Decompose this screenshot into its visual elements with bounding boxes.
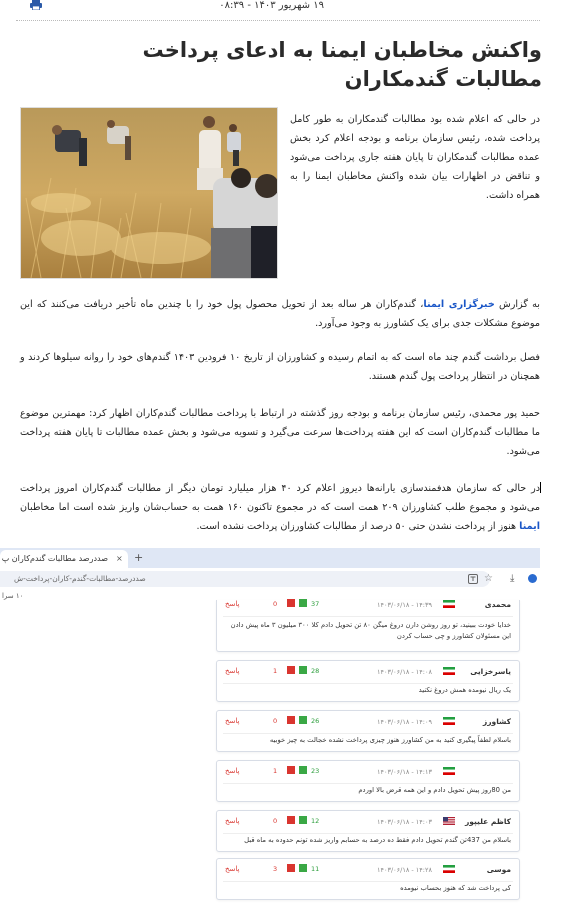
star-icon[interactable]: ☆ — [484, 573, 493, 584]
dislike-icon[interactable] — [287, 716, 295, 724]
comment-card — [216, 710, 520, 752]
divider — [223, 733, 513, 734]
comment-body: باسلام من 437تن گندم تحویل دادم فقط ده درصد به حسابم واریز شده تونم حدوده به ماه قبل — [244, 836, 511, 844]
divider — [223, 783, 513, 784]
comment-header — [217, 761, 519, 785]
dislike-count: 0 — [273, 717, 278, 725]
like-icon[interactable] — [299, 816, 307, 824]
iran-flag-icon — [443, 667, 455, 675]
download-icon[interactable]: ⤓ — [510, 573, 515, 584]
dislike-icon[interactable] — [287, 864, 295, 872]
paragraph-text: به گزارش — [494, 299, 540, 310]
like-count: 12 — [311, 817, 320, 825]
like-count: 26 — [311, 717, 320, 725]
lead-image-wheat-harvest — [20, 107, 278, 279]
us-flag-icon — [443, 817, 455, 825]
comment-date: ۱۴۰۳/۰۶/۱۸ - ۱۴:۰۳ — [377, 818, 432, 826]
comment-body: خدایا خودت ببینید، تو روز روشن دارن دروغ میگن ۸۰ تن تحویل دادم کلا ۳۰۰ میلیون ۳ ماه پیش دادن این مسئولان کشاورز و چی حساب کردن — [230, 621, 511, 640]
like-icon[interactable] — [299, 766, 307, 774]
paragraph-text: در حالی که سازمان هدفمندسازی یارانه‌ها دیروز اعلام کرد ۴۰ هزار میلیارد تومان دیگر از مطالبات گندم‌کاران امروز پرداخت می‌شود و مجموع طلب کشاورزان ۲۰۹ همت است که در مجموع تاکنون ۱۶۰ همت به حساب‌شان واریز شده است اما مخاطبان — [20, 483, 540, 513]
comment-date: ۱۴۰۳/۰۶/۱۸ - ۱۴:۲۸ — [377, 866, 432, 874]
dislike-icon[interactable] — [287, 766, 295, 774]
comment-card — [216, 810, 520, 852]
divider — [223, 833, 513, 834]
comment-header — [217, 859, 519, 883]
commenter-name: محمدی — [484, 600, 511, 609]
dislike-count: 3 — [273, 865, 278, 873]
comment-date: ۱۴۰۳/۰۶/۱۸ - ۱۴:۰۸ — [377, 668, 432, 676]
comment-body: کی پرداخت شد که هنوز بحساب نیومده — [400, 884, 511, 892]
paragraph-text: ، گندم‌کاران هر ساله بعد از تحویل محصول پول خود را با چندین ماه تأخیر دریافت می‌کنند که این موضوع مشکلات جدی برای یک کشاورز به وجود می‌آورد. — [20, 299, 540, 329]
dislike-icon[interactable] — [287, 816, 295, 824]
profile-icon[interactable] — [528, 574, 537, 583]
embedded-browser-screenshot — [0, 548, 540, 914]
dislike-icon[interactable] — [287, 599, 295, 607]
dislike-count: 0 — [273, 817, 278, 825]
comment-card — [216, 760, 520, 802]
comment-header — [217, 711, 519, 735]
commenter-name: موسی — [486, 865, 511, 874]
comment-body: من 80روز پیش تحویل دادم و این همه قرض بالا اوردم — [358, 786, 511, 794]
article-title: واکنش مخاطبان ایمنا به ادعای پرداخت مطالبات گندمکاران — [142, 38, 542, 91]
comment-date: ۱۴۰۳/۰۶/۱۸ - ۱۴:۰۹ — [377, 718, 432, 726]
like-icon[interactable] — [299, 716, 307, 724]
like-icon[interactable] — [299, 864, 307, 872]
reply-button[interactable]: پاسخ — [225, 717, 240, 725]
reply-button[interactable]: پاسخ — [225, 600, 240, 608]
dislike-icon[interactable] — [287, 666, 295, 674]
comment-header — [217, 811, 519, 835]
divider — [223, 881, 513, 882]
comment-date: ۱۴۰۳/۰۶/۱۸ - ۱۴:۱۳ — [377, 768, 432, 776]
iran-flag-icon — [443, 767, 455, 775]
like-icon[interactable] — [299, 666, 307, 674]
paragraph — [20, 479, 540, 536]
url-field[interactable]: صددرصد-مطالبات-گندم-کاران-پرداخت-ش — [0, 571, 490, 587]
comment-header — [217, 661, 519, 685]
browser-tab-bar — [0, 548, 540, 568]
comment-card — [216, 660, 520, 702]
dislike-count: 1 — [273, 767, 278, 775]
like-icon[interactable] — [299, 599, 307, 607]
comment-header — [217, 594, 519, 618]
tab-close-icon[interactable]: × — [116, 554, 123, 563]
divider — [16, 20, 540, 21]
agency-link[interactable]: خبرگزاری ایمنا — [423, 299, 495, 310]
imna-link[interactable]: ایمنا — [519, 521, 540, 532]
commenter-name: کشاورز — [482, 717, 511, 726]
commenter-name: یاسرخزایی — [470, 667, 511, 676]
reply-button[interactable]: پاسخ — [225, 865, 240, 873]
top-bar — [0, 0, 564, 14]
reply-button[interactable]: پاسخ — [225, 817, 240, 825]
comment-body: باسلام لطفاً پیگیری کنید به من کشاورز هنوز چیزی پرداخت نشده خجالت به چیز خوبیه — [269, 736, 511, 744]
paragraph: فصل برداشت گندم چند ماه است که به اتمام رسیده و کشاورزان از تاریخ ۱۰ فرودین ۱۴۰۳ گندم‌های خود را روانه سیلوها کردند و همچنان در انتظار پرداخت پول گندم هستند. — [20, 352, 540, 382]
browser-address-bar — [0, 568, 540, 591]
article-lead: در حالی که اعلام شده بود مطالبات گندمکاران به طور کامل پرداخت شده، رئیس سازمان برنامه و بودجه اعلام کرد بخش عمده مطالبات گندمکاران تا پایان هفته جاری پرداخت می‌شود و تناقض در اظهارات بیان شده واکنش مخاطبان ایمنا را به همراه داشت. — [290, 114, 540, 201]
iran-flag-icon — [443, 865, 455, 873]
paragraph: حمید پور محمدی، رئیس سازمان برنامه و بودجه روز گذشته در ارتباط با پرداخت مطالبات گندم‌کاران اظهار کرد: مهمترین موضوع ما مطالبات گندم‌کاران است که این هفته پرداخت‌ها سرعت می‌گیرد و تسویه می‌شود و بخش عمده مطالبات تا پایان هفته پرداخت می‌شود. — [20, 408, 540, 457]
like-count: 23 — [311, 767, 320, 775]
comment-body: یک ریال نیومده همش دروغ نکنید — [418, 686, 511, 694]
comment-card — [216, 600, 520, 652]
reply-button[interactable]: پاسخ — [225, 667, 240, 675]
like-count: 28 — [311, 667, 320, 675]
iran-flag-icon — [443, 717, 455, 725]
paragraph — [20, 295, 540, 333]
publish-date: ۱۹ شهریور ۱۴۰۳ - ۰۸:۳۹ — [219, 0, 324, 11]
iran-flag-icon — [443, 600, 455, 608]
like-count: 37 — [311, 600, 320, 608]
translate-icon[interactable] — [468, 574, 478, 584]
dislike-count: 0 — [273, 600, 278, 608]
comment-card — [216, 858, 520, 900]
new-tab-icon[interactable]: + — [134, 551, 144, 564]
reply-button[interactable]: پاسخ — [225, 767, 240, 775]
comment-date: ۱۴۰۳/۰۶/۱۸ - ۱۴:۳۹ — [377, 601, 432, 609]
paragraph-text: هنوز از پرداخت نشدن حتی ۵۰ درصد از مطالبات کشاورزان پرداخت نشده است. — [196, 521, 520, 532]
dislike-count: 1 — [273, 667, 278, 675]
divider — [223, 683, 513, 684]
browser-tab[interactable]: صددرصد مطالبات گندم‌کاران پ — [0, 550, 128, 568]
bookmark-item[interactable]: ۱۰ سرا — [2, 592, 24, 600]
text-caret — [540, 482, 541, 493]
divider — [223, 616, 513, 617]
commenter-name: کاظم علیپور — [464, 817, 511, 826]
like-count: 11 — [311, 865, 320, 873]
print-icon[interactable] — [30, 0, 42, 10]
